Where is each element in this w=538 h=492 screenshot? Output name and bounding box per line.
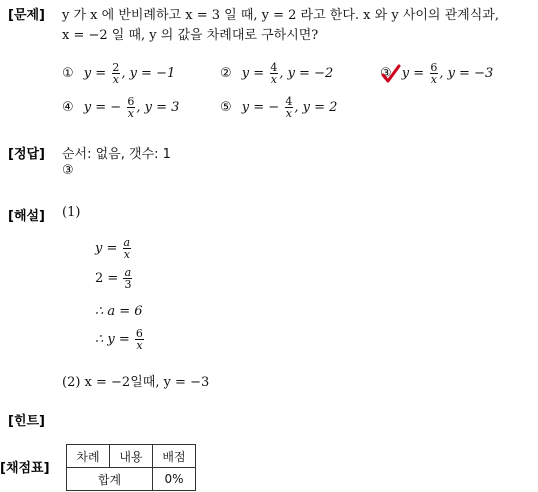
choice-marker: ④ (62, 100, 74, 115)
equation-fraction (123, 267, 132, 290)
choice-rhs: , y = −3 (439, 66, 494, 81)
choice-lhs: y = (83, 66, 107, 81)
equation-4 (95, 328, 145, 351)
question-line-2: x = −2 일 때, y 의 값을 차례대로 구하시면? (62, 28, 319, 43)
fraction-numerator: a (124, 266, 132, 279)
header-content: 내용 (110, 445, 153, 468)
equation-lhs: ∴ y = (95, 332, 130, 347)
equation-lhs: 2 = (95, 271, 119, 286)
fraction-denominator: x (430, 73, 437, 86)
fraction-numerator: 6 (127, 95, 135, 108)
choice-rhs: , y = −1 (121, 66, 176, 81)
scoring-table (66, 444, 196, 491)
choice-lhs: y = − (83, 100, 122, 115)
equation-3: ∴ a = 6 (95, 304, 143, 319)
choice-lhs: y = − (241, 100, 280, 115)
equation-fraction (135, 328, 144, 351)
choice-5[interactable] (220, 96, 337, 119)
total-value: 0% (153, 468, 196, 491)
choice-marker: ② (220, 66, 232, 81)
fraction-denominator: 3 (124, 278, 132, 291)
fraction-numerator: 4 (285, 95, 293, 108)
fraction-denominator: x (270, 73, 277, 86)
explanation-step-1: (1) (62, 205, 81, 220)
choice-fraction (269, 62, 278, 85)
fraction-numerator: 6 (135, 327, 143, 340)
explanation-label: [해설] (8, 209, 45, 224)
equation-fraction (123, 237, 132, 260)
choice-2[interactable] (220, 62, 333, 85)
table-header-row (67, 445, 196, 468)
choice-fraction (111, 62, 120, 85)
fraction-denominator: x (285, 107, 292, 120)
choice-rhs: , y = 3 (136, 100, 180, 115)
answer-line-1: 순서: 없음, 갯수: 1 (62, 147, 171, 162)
choice-1[interactable] (62, 62, 175, 85)
choice-rhs: , y = 2 (294, 100, 338, 115)
equation-lhs: y = (95, 241, 118, 256)
table-total-row (67, 468, 196, 491)
choice-fraction (429, 62, 438, 85)
fraction-numerator: 4 (270, 61, 278, 74)
fraction-denominator: x (127, 107, 134, 120)
fraction-denominator: x (136, 339, 143, 352)
choice-marker: ① (62, 66, 74, 81)
choice-lhs: y = (401, 66, 425, 81)
checkmark-icon (381, 64, 401, 84)
choice-4[interactable] (62, 96, 179, 119)
choice-lhs: y = (241, 66, 265, 81)
question-label: [문제] (8, 8, 45, 23)
scoring-label: [채점표] (0, 461, 50, 476)
fraction-numerator: a (123, 236, 131, 249)
choice-marker: ⑤ (220, 100, 232, 115)
fraction-denominator: x (112, 73, 119, 86)
fraction-numerator: 2 (112, 61, 120, 74)
total-label: 합계 (67, 468, 153, 491)
answer-line-2: ③ (62, 163, 74, 178)
explanation-step-2: (2) x = −2일때, y = −3 (62, 375, 210, 390)
header-order: 차례 (67, 445, 110, 468)
fraction-numerator: 6 (430, 61, 438, 74)
choice-rhs: , y = −2 (279, 66, 334, 81)
hint-label: [힌트] (8, 414, 45, 429)
answer-label: [정답] (8, 147, 45, 162)
header-points: 배점 (153, 445, 196, 468)
equation-2 (95, 267, 133, 290)
choice-fraction (284, 96, 293, 119)
equation-1 (95, 237, 132, 260)
choice-fraction (126, 96, 135, 119)
question-line-1: y 가 x 에 반비례하고 x = 3 일 때, y = 2 라고 한다. x 와 y 사이의 관계식과, (62, 8, 499, 23)
choice-marker: ③ (380, 66, 392, 81)
fraction-denominator: x (123, 248, 130, 261)
